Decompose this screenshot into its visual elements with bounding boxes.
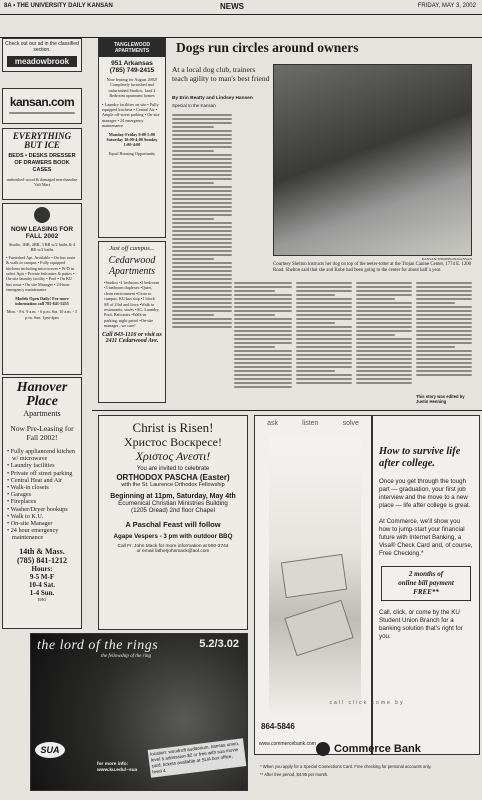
bank-headline: How to survive life after college. xyxy=(379,446,461,469)
story-col-4 xyxy=(356,280,412,400)
bank-body1: Once you get through the tough part — graduation, your first job interview and the move to a new place — life after college is great. xyxy=(379,478,471,509)
church-feast: A Paschal Feast will follow xyxy=(125,520,221,529)
hanover-feature-item: • Walk to K.U. xyxy=(7,512,44,520)
leasing-lines: Studio, 1BR, 2BR, 3 BR w/2 baths & 4 BR w/2 baths xyxy=(9,242,75,253)
hanover-lease: Now Pre-Leasing for Fall 2002! xyxy=(10,424,74,442)
hanover-title: Hanover Place xyxy=(16,380,68,409)
commerce-logo-text: Commerce Bank xyxy=(334,743,421,755)
card-illustration-icon xyxy=(281,554,347,598)
story-deck: At a local dog club, trainers teach agility to man's best friend xyxy=(172,65,270,83)
church-invite: You are invited to celebrate xyxy=(136,466,210,472)
hanover-feature-item: • On-site Manager xyxy=(7,520,53,528)
hanover-feature-item: • Fireplaces xyxy=(7,498,37,506)
story-col-1 xyxy=(172,112,232,342)
hanover-hours: Hours: xyxy=(31,564,53,573)
hanover-place-ad xyxy=(2,377,82,629)
church-room: (1205 Oread) 2nd floor Chapel xyxy=(131,507,215,514)
bank-fine2: ** After free period, $4.95 per month. xyxy=(260,772,329,777)
story-byline: By Erin Beatty and Lindsey Hansen xyxy=(172,96,253,101)
page-header xyxy=(0,0,482,38)
hanover-addr: 14th & Mass. xyxy=(19,546,65,556)
cedarwood-top: Just off campus... xyxy=(109,245,155,252)
kansan-com-ad xyxy=(2,88,82,124)
photo-caption: Courtney Shelton instructs her dog on top of the teeter-totter at the Trojan Canine Center, 1774 E. 1200 Road. Shelton said that she and Kobe had been going to the center for about half a year. xyxy=(273,262,472,273)
hanover-feature-item: • Walk-in closets xyxy=(7,484,49,492)
issue-date: FRIDAY, MAY 3, 2002 xyxy=(417,3,476,9)
tanglewood-lines: Now leasing for August 2002! Completely furnished and unfurnished Studios, 1and 2 Bedroom apartment homes xyxy=(106,77,158,99)
church-event: ORTHODOX PASCHA (Easter) xyxy=(116,473,230,482)
tanglewood-addr: 951 Arkansas xyxy=(111,60,153,67)
leasing-amenities: • Furnished Apt. Available • On bus route & walk to campus • Fully equipped kitchens including microwaves • W/D in select Apts • Private balconies & patios • On-site laundry facility • Pool • On KU bus route • On site Manager • 24-hour emergency maintenance xyxy=(6,254,76,293)
hanover-phone: (785) 841-1212 xyxy=(17,555,67,565)
hanover-feature-item: • Laundry facilities xyxy=(7,462,55,470)
photo-credit: KANSAN/THOMPSON/KANSAN xyxy=(421,257,472,261)
church-where: Ecumenical Christian Ministries Building xyxy=(118,500,228,507)
story-photo xyxy=(273,64,472,256)
bank-phone: 864-5846 xyxy=(261,722,295,731)
promo-bot: FREE** xyxy=(413,588,439,596)
story-col-3 xyxy=(296,280,352,400)
kansan-com-logo: kansan.com xyxy=(9,95,75,109)
church-when: Beginning at 11pm, Saturday, May 4th xyxy=(110,493,236,500)
lotr-title: the lord of the rings xyxy=(37,638,159,653)
ebi-title: EVERYTHING BUT ICE xyxy=(12,131,72,150)
lotr-date: 5.2/3.02 xyxy=(199,638,239,650)
hanover-feature-item: • Fully appliancend kitchen w/ microwave xyxy=(7,448,75,463)
bank-url: www.commercebank.com xyxy=(259,741,316,747)
promo-top: 2 months of xyxy=(408,570,444,578)
card-illustration-icon xyxy=(284,600,353,657)
header-rule xyxy=(0,14,482,15)
church-with: with the St. Laurence Orthodox Fellowship xyxy=(121,482,225,488)
cedarwood-call: Call 843-1116 or visit us xyxy=(102,331,162,338)
lotr-location: location: woodruff auditorium, kansas union, level 5 admission $2 or free with sua movie card. tickets available at SUA box office, level 4 xyxy=(148,738,247,777)
story-headline: Dogs run circles around owners xyxy=(176,40,359,55)
tanglewood-eho: Equal Housing Opportunity xyxy=(108,150,156,156)
story-credit: Special to the Kansan xyxy=(172,103,216,108)
leasing-models: Models Open Daily! For more information call 785-841-5255 xyxy=(15,295,69,307)
promo-box xyxy=(381,566,471,601)
story-col-5 xyxy=(416,280,472,392)
hanover-eho: EHO xyxy=(37,596,47,602)
cedarwood-name: Cedarwood Apartments xyxy=(108,255,156,277)
story-col-2 xyxy=(234,280,292,400)
everything-but-ice-ad xyxy=(2,128,82,200)
hanover-feature-item: • Washer/Dryer hookups xyxy=(7,505,68,513)
ebi-addr: Vali Mart xyxy=(34,182,50,188)
hanover-features xyxy=(7,448,77,542)
tanglewood-hours: Monday-Friday 9:00-5:00 Saturday 10:00-4:00 Sunday 1:00-4:00 xyxy=(106,131,158,148)
orthodox-pascha-ad xyxy=(98,415,248,630)
tab-listen: listen xyxy=(302,420,319,427)
bank-tabs xyxy=(255,420,371,427)
hanover-feature-item: • Private off street parking xyxy=(7,469,73,477)
tab-ask: ask xyxy=(267,420,278,427)
church-email: or email fatherjohnmack@aol.com xyxy=(136,549,210,554)
lotr-sub: the fellowship of the ring xyxy=(101,654,151,659)
bank-card-photo xyxy=(269,438,361,716)
meadowbrook-ad xyxy=(2,38,82,72)
lord-of-the-rings-ad xyxy=(30,633,248,791)
hanover-feature-item: • 24 hour emergency maintenance xyxy=(7,527,59,542)
cedarwood-features: •Studios •1 bedroom •2 bedroom •3 bedroom duplexes •Quiet, clean environment •Close to campus, KU bus stop •1 block SE of 23rd and Iowa •Walk to restaurants, stores •AC, Laundry, Pool, Balconies •Walk-in parking, night patrol •On-site manager...we care! xyxy=(104,280,160,329)
hanover-sub: Apartments xyxy=(23,409,61,418)
bank-strip: call click come by xyxy=(329,700,405,706)
logo-icon xyxy=(34,207,50,223)
commerce-logo-icon xyxy=(316,742,330,756)
section-rule xyxy=(92,410,482,411)
leasing-title: NOW LEASING FOR FALL 2002 xyxy=(10,226,74,240)
hanover-feature-item: • Central Heat and Air xyxy=(7,476,63,484)
hanover-leasing-ad xyxy=(2,203,82,375)
ebi-sub: unfinished wood & damaged merchandise xyxy=(6,177,78,182)
lotr-info: for more info: www.ku.edu/~sua xyxy=(97,762,138,773)
church-russian: Христос Воскресе! xyxy=(123,435,222,449)
hanover-sat: 10-4 Sat. xyxy=(28,580,56,589)
hanover-feature-item: • Garages xyxy=(7,491,31,499)
story-edit-tag: This story was edited by Justin Henning xyxy=(416,394,465,405)
commerce-logo xyxy=(316,740,476,758)
church-call: Call Fr. John Mack for more information at 550-3744 xyxy=(117,544,229,549)
tab-solve: solve xyxy=(342,420,359,427)
sua-logo: SUA xyxy=(35,742,65,758)
promo-mid: online bill payment xyxy=(398,579,454,587)
story xyxy=(172,40,472,420)
folio: 8A • THE UNIVERSITY DAILY KANSAN xyxy=(4,3,113,9)
hanover-days: 9-5 M-F xyxy=(29,572,55,581)
church-title: Christ is Risen! xyxy=(132,420,214,435)
ebi-items: BEDS • DESKS DRESSER OF DRAWERS BOOK CASES xyxy=(8,153,76,173)
section-label: NEWS xyxy=(220,2,244,11)
meadowbrook-text: Check out our ad in the classified section. xyxy=(5,41,79,54)
church-greek: Χριστος Ανεστι! xyxy=(135,449,211,463)
bank-body3: Call, click, or come by the KU Student Union Branch for a banking solution that's right for you. xyxy=(379,609,463,640)
bank-fine1: * When you apply for a Special Connections Card. Free checking for personal accounts only. xyxy=(260,764,432,769)
meadowbrook-logo: meadowbrook xyxy=(7,56,77,67)
leasing-hours: Mon. - Fri. 9 a.m. - 6 p.m. Sat. 10 a.m. - 5 p.m. Sun. 1pm-4pm xyxy=(6,309,78,320)
tanglewood-phone: (785) 749-2415 xyxy=(109,67,155,74)
hanover-sun: 1-4 Sun. xyxy=(29,588,55,597)
bank-body2: At Commerce, we'll show you how to jump-start your financial future with Internet Banking, a Visa® Check Card and, of course, Free Checking.* xyxy=(379,518,473,557)
tanglewood-features: • Laundry facilities on site • Fully equipped kitchens • Central Air • Ample off-street parking • On-site manager • 24 emergency maintenance xyxy=(102,101,160,129)
cedarwood-addr: 2411 Cedarwood Ave. xyxy=(105,337,159,344)
tanglewood-ad xyxy=(98,38,166,238)
tanglewood-header: TANGLEWOOD APARTMENTS xyxy=(99,39,165,57)
cedarwood-ad xyxy=(98,241,166,403)
church-vespers: Agape Vespers - 3 pm with outdoor BBQ xyxy=(113,533,233,540)
